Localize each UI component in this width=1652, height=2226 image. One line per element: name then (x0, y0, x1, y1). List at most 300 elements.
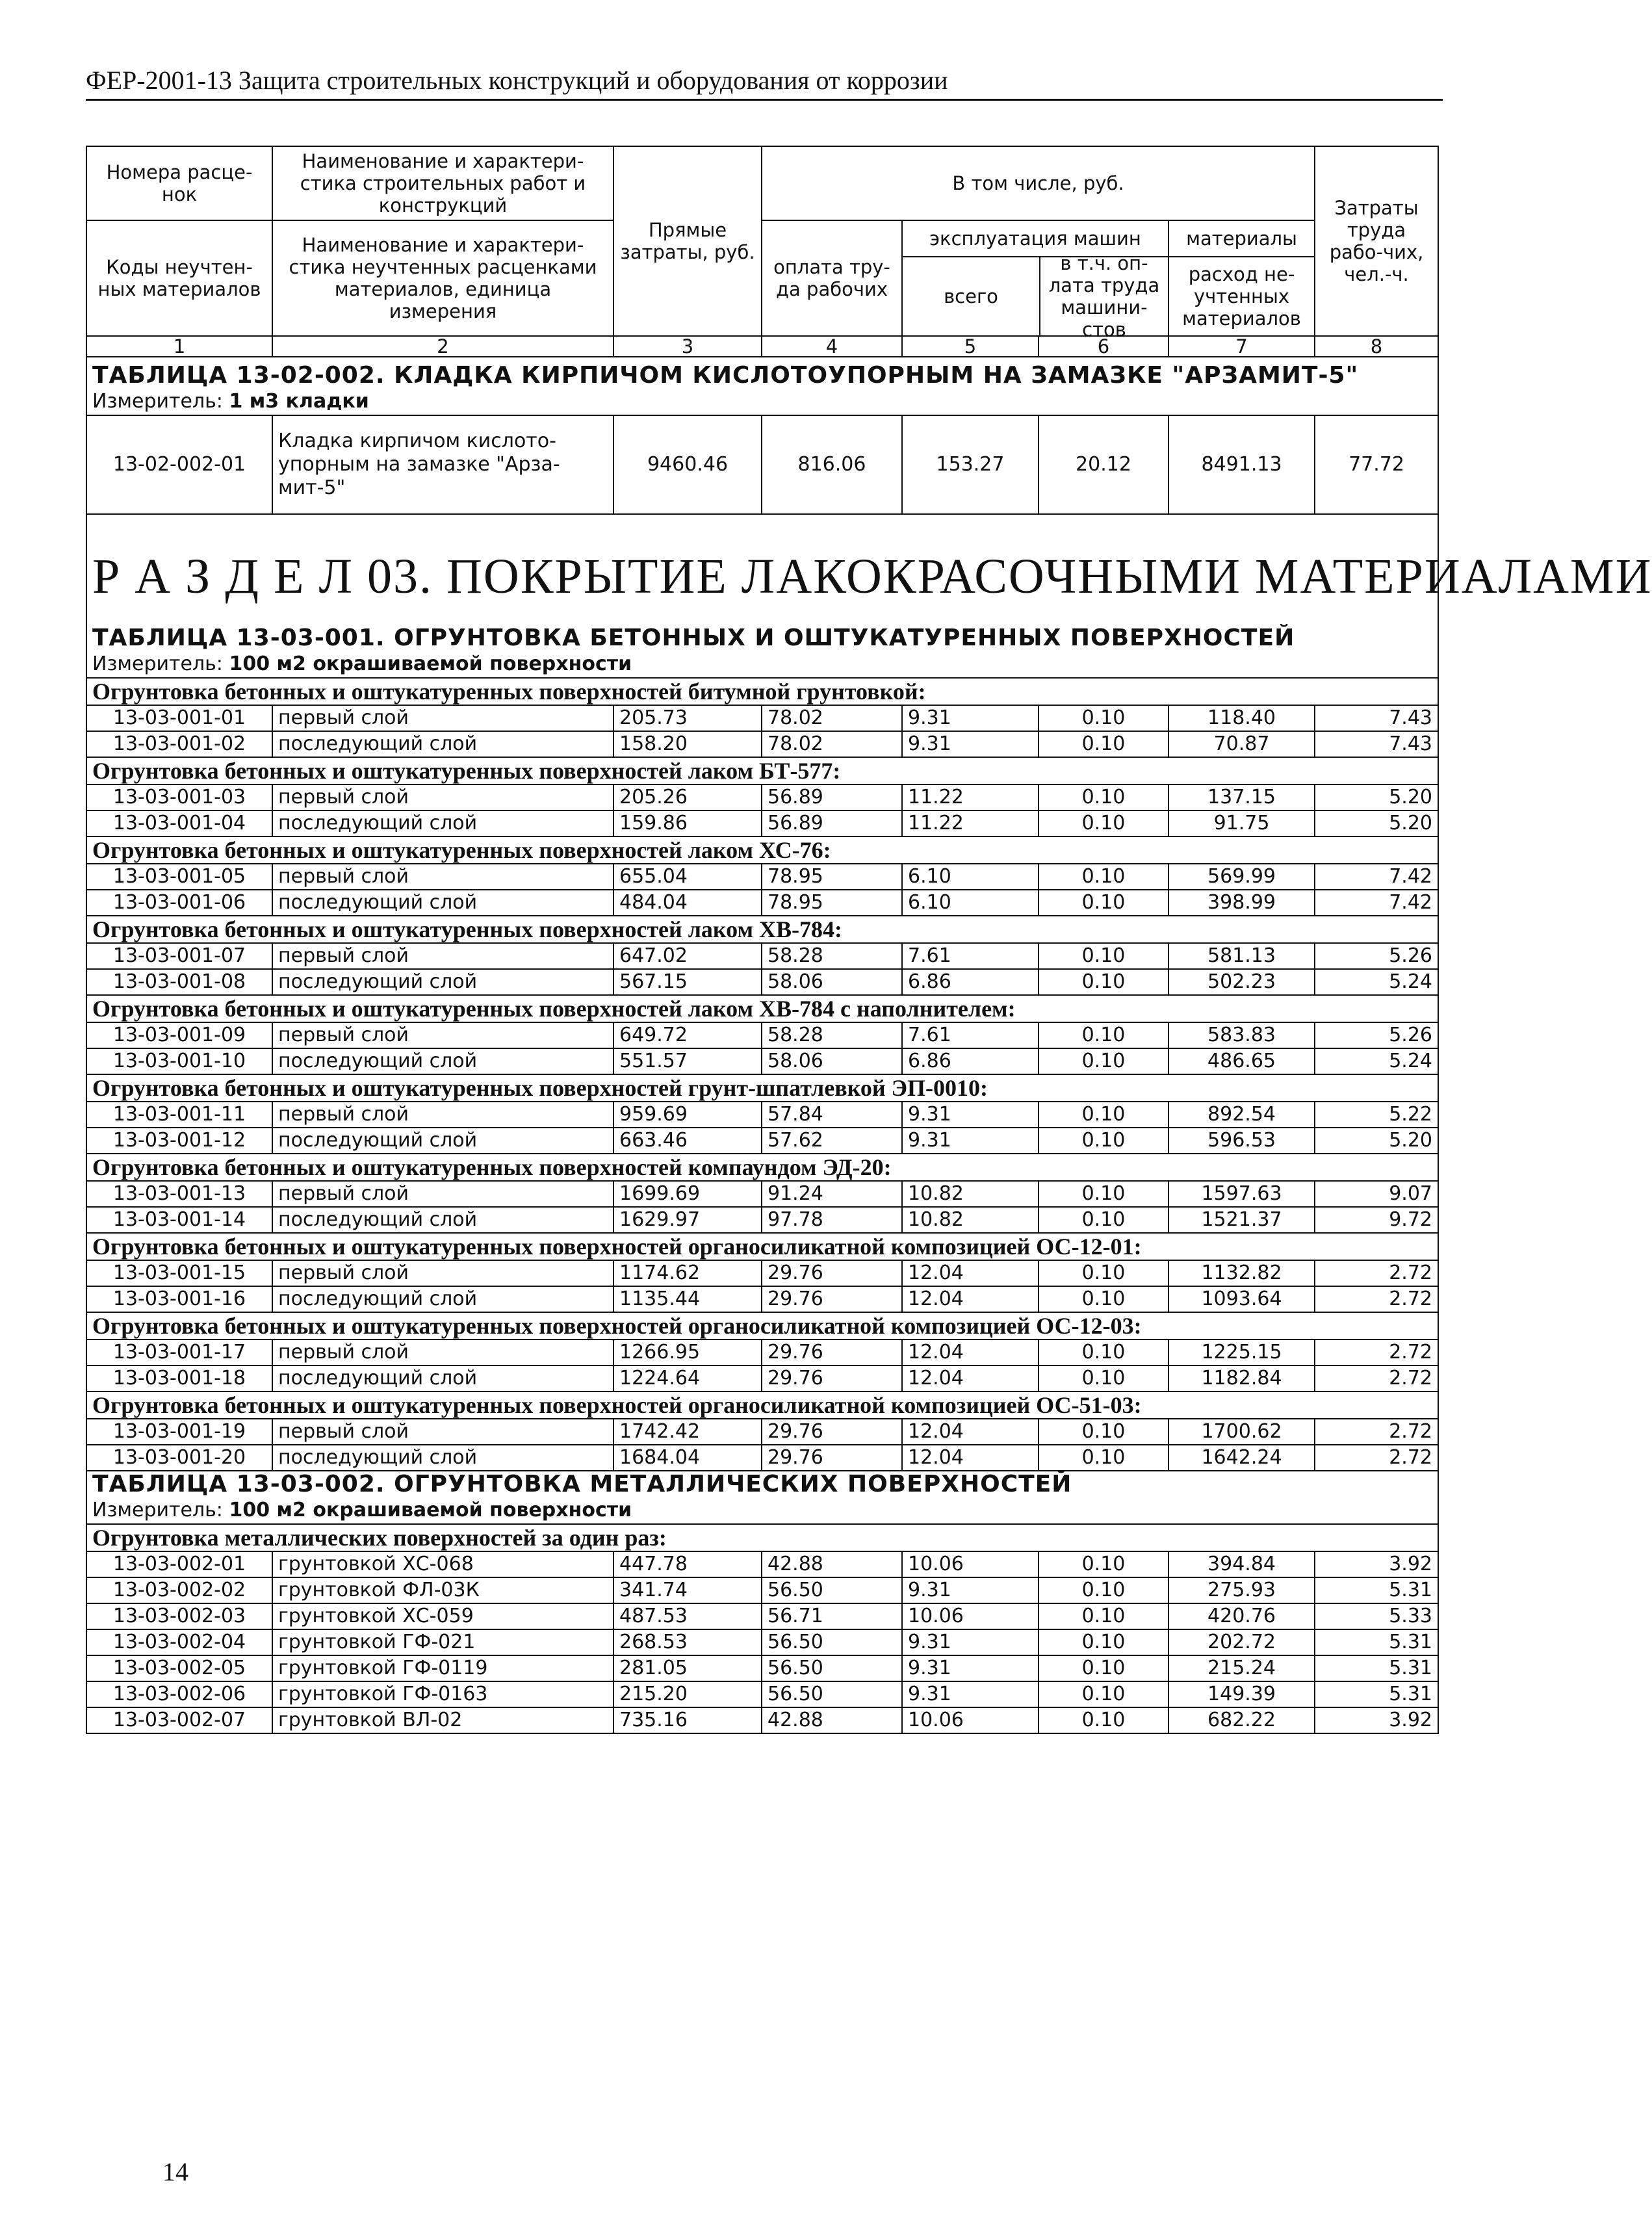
machines-total: 9.31 (902, 705, 1039, 731)
direct-costs: 9460.46 (613, 415, 762, 514)
machinist-wages: 20.12 (1039, 415, 1168, 514)
labor-hours: 2.72 (1315, 1339, 1438, 1365)
machinist-wages: 0.10 (1039, 1022, 1168, 1048)
rate-code: 13-03-001-18 (86, 1365, 272, 1391)
machines-total: 7.61 (902, 1022, 1039, 1048)
wages: 91.24 (762, 1181, 902, 1207)
machinist-wages: 0.10 (1039, 1365, 1168, 1391)
wages: 56.71 (762, 1603, 902, 1629)
work-name: последующий слой (272, 1128, 613, 1154)
labor-hours: 5.26 (1315, 943, 1438, 969)
machinist-wages: 0.10 (1039, 1128, 1168, 1154)
wages: 58.28 (762, 1022, 902, 1048)
machines-total: 12.04 (902, 1419, 1039, 1445)
rate-code: 13-03-002-07 (86, 1707, 272, 1733)
direct-costs: 487.53 (613, 1603, 762, 1629)
work-name: последующий слой (272, 1048, 613, 1074)
table-meter (86, 389, 1438, 415)
machines-total: 9.31 (902, 1577, 1039, 1603)
direct-costs: 1174.62 (613, 1260, 762, 1286)
table-meter (86, 1497, 1438, 1524)
labor-hours: 5.33 (1315, 1603, 1438, 1629)
group-subtitle: Огрунтовка бетонных и оштукатуренных поверхностей лаком ХВ-784 с наполнителем: (86, 995, 1438, 1022)
group-subtitle: Огрунтовка бетонных и оштукатуренных поверхностей компаундом ЭД-20: (86, 1154, 1438, 1181)
labor-hours: 5.31 (1315, 1629, 1438, 1655)
rate-code: 13-03-001-14 (86, 1207, 272, 1233)
table-row (86, 943, 1438, 969)
machinist-wages: 0.10 (1039, 1260, 1168, 1286)
col-header-including: В том числе, руб. (762, 146, 1315, 220)
work-name: первый слой (272, 1419, 613, 1445)
labor-hours: 7.43 (1315, 705, 1438, 731)
table-title: ТАБЛИЦА 13-02-002. КЛАДКА КИРПИЧОМ КИСЛОТОУПОРНЫМ НА ЗАМАЗКЕ "АРЗАМИТ-5" (86, 357, 1438, 389)
materials-cost: 1700.62 (1168, 1419, 1315, 1445)
machines-total: 10.06 (902, 1551, 1039, 1577)
meter-label: Измеритель: (92, 653, 223, 675)
materials-cost: 1642.24 (1168, 1445, 1315, 1471)
materials-cost: 569.99 (1168, 864, 1315, 890)
materials-cost: 892.54 (1168, 1102, 1315, 1128)
wages: 78.02 (762, 731, 902, 757)
materials-cost: 486.65 (1168, 1048, 1315, 1074)
table-row (86, 1419, 1438, 1445)
machinist-wages: 0.10 (1039, 1629, 1168, 1655)
materials-cost: 581.13 (1168, 943, 1315, 969)
labor-hours: 3.92 (1315, 1551, 1438, 1577)
materials-cost: 1182.84 (1168, 1365, 1315, 1391)
machines-total: 9.31 (902, 1629, 1039, 1655)
materials-cost: 118.40 (1168, 705, 1315, 731)
work-name: первый слой (272, 1339, 613, 1365)
direct-costs: 281.05 (613, 1655, 762, 1681)
wages: 97.78 (762, 1207, 902, 1233)
labor-hours: 5.26 (1315, 1022, 1438, 1048)
machinist-wages: 0.10 (1039, 810, 1168, 836)
work-name: первый слой (272, 1181, 613, 1207)
table-row (86, 705, 1438, 731)
labor-hours: 7.42 (1315, 864, 1438, 890)
machinist-wages: 0.10 (1039, 1681, 1168, 1707)
machinist-wages: 0.10 (1039, 1445, 1168, 1471)
direct-costs: 1684.04 (613, 1445, 762, 1471)
rate-code: 13-03-002-01 (86, 1551, 272, 1577)
rate-code: 13-03-001-16 (86, 1286, 272, 1312)
direct-costs: 663.46 (613, 1128, 762, 1154)
col-header-material-name: Наименование и характери-стика неучтенных расценками материалов, единица измерения (272, 220, 613, 336)
direct-costs: 215.20 (613, 1681, 762, 1707)
machines-total: 6.10 (902, 890, 1039, 916)
wages: 58.06 (762, 1048, 902, 1074)
wages: 816.06 (762, 415, 902, 514)
rate-code: 13-03-001-15 (86, 1260, 272, 1286)
col-header-machines-total: всего (903, 257, 1040, 335)
direct-costs: 735.16 (613, 1707, 762, 1733)
materials-cost: 1132.82 (1168, 1260, 1315, 1286)
machinist-wages: 0.10 (1039, 864, 1168, 890)
rate-code: 13-02-002-01 (86, 415, 272, 514)
wages: 29.76 (762, 1339, 902, 1365)
wages: 56.50 (762, 1655, 902, 1681)
direct-costs: 158.20 (613, 731, 762, 757)
materials-cost: 202.72 (1168, 1629, 1315, 1655)
machinist-wages: 0.10 (1039, 890, 1168, 916)
machinist-wages: 0.10 (1039, 1102, 1168, 1128)
wages: 56.50 (762, 1629, 902, 1655)
direct-costs: 649.72 (613, 1022, 762, 1048)
wages: 56.89 (762, 810, 902, 836)
wages: 29.76 (762, 1445, 902, 1471)
table-row (86, 810, 1438, 836)
group-subtitle: Огрунтовка бетонных и оштукатуренных поверхностей лаком ХВ-784: (86, 916, 1438, 943)
meter-label: Измеритель: (92, 390, 223, 413)
materials-cost: 398.99 (1168, 890, 1315, 916)
col-header-rate-numbers: Номера расце-нок (86, 146, 272, 220)
column-number: 1 (86, 336, 272, 357)
materials-cost: 1597.63 (1168, 1181, 1315, 1207)
wages: 58.28 (762, 943, 902, 969)
materials-cost: 149.39 (1168, 1681, 1315, 1707)
machines-total: 9.31 (902, 731, 1039, 757)
machines-total: 12.04 (902, 1445, 1039, 1471)
labor-hours: 3.92 (1315, 1707, 1438, 1733)
machinist-wages: 0.10 (1039, 1655, 1168, 1681)
wages: 42.88 (762, 1707, 902, 1733)
direct-costs: 567.15 (613, 969, 762, 995)
materials-cost: 420.76 (1168, 1603, 1315, 1629)
wages: 58.06 (762, 969, 902, 995)
table-row (86, 1707, 1438, 1733)
direct-costs: 205.26 (613, 784, 762, 810)
direct-costs: 1266.95 (613, 1339, 762, 1365)
table-row (86, 864, 1438, 890)
machines-total: 6.10 (902, 864, 1039, 890)
rate-code: 13-03-001-03 (86, 784, 272, 810)
page-number: 14 (162, 2157, 188, 2186)
machines-header-cell (902, 220, 1168, 341)
direct-costs: 551.57 (613, 1048, 762, 1074)
labor-hours: 77.72 (1315, 415, 1438, 514)
work-name: первый слой (272, 943, 613, 969)
machinist-wages: 0.10 (1039, 1551, 1168, 1577)
wages: 29.76 (762, 1286, 902, 1312)
col-header-direct-costs: Прямые затраты, руб. (613, 146, 762, 336)
group-subtitle: Огрунтовка бетонных и оштукатуренных поверхностей лаком ХС-76: (86, 836, 1438, 864)
wages: 29.76 (762, 1365, 902, 1391)
rate-code: 13-03-002-02 (86, 1577, 272, 1603)
labor-hours: 2.72 (1315, 1419, 1438, 1445)
labor-hours: 5.31 (1315, 1577, 1438, 1603)
rate-code: 13-03-002-06 (86, 1681, 272, 1707)
table-row (86, 731, 1438, 757)
rate-code: 13-03-001-04 (86, 810, 272, 836)
rate-code: 13-03-001-10 (86, 1048, 272, 1074)
direct-costs: 447.78 (613, 1551, 762, 1577)
table-row (86, 1681, 1438, 1707)
labor-hours: 9.07 (1315, 1181, 1438, 1207)
rate-code: 13-03-001-01 (86, 705, 272, 731)
rate-code: 13-03-001-08 (86, 969, 272, 995)
labor-hours: 2.72 (1315, 1365, 1438, 1391)
work-name: последующий слой (272, 731, 613, 757)
work-name: первый слой (272, 1102, 613, 1128)
machinist-wages: 0.10 (1039, 1419, 1168, 1445)
table-row (86, 1102, 1438, 1128)
wages: 56.89 (762, 784, 902, 810)
machinist-wages: 0.10 (1039, 1048, 1168, 1074)
work-name: последующий слой (272, 890, 613, 916)
wages: 78.95 (762, 890, 902, 916)
labor-hours: 7.43 (1315, 731, 1438, 757)
direct-costs: 268.53 (613, 1629, 762, 1655)
table-row (86, 969, 1438, 995)
column-number: 7 (1168, 336, 1315, 357)
table-row (86, 1022, 1438, 1048)
labor-hours: 5.31 (1315, 1655, 1438, 1681)
direct-costs: 1699.69 (613, 1181, 762, 1207)
col-header-materials: материалы (1169, 221, 1314, 257)
rate-code: 13-03-002-03 (86, 1603, 272, 1629)
direct-costs: 1629.97 (613, 1207, 762, 1233)
machines-total: 6.86 (902, 969, 1039, 995)
rate-code: 13-03-001-19 (86, 1419, 272, 1445)
group-subtitle: Огрунтовка бетонных и оштукатуренных поверхностей битумной грунтовкой: (86, 678, 1438, 705)
machines-total: 10.82 (902, 1181, 1039, 1207)
column-number: 5 (902, 336, 1039, 357)
rate-code: 13-03-001-17 (86, 1339, 272, 1365)
group-subtitle: Огрунтовка бетонных и оштукатуренных поверхностей органосиликатной композицией ОС-12-03: (86, 1312, 1438, 1339)
labor-hours: 7.42 (1315, 890, 1438, 916)
table-row (86, 1577, 1438, 1603)
wages: 56.50 (762, 1681, 902, 1707)
table-row (86, 1629, 1438, 1655)
machinist-wages: 0.10 (1039, 1339, 1168, 1365)
col-header-material-codes: Коды неучтен-ных материалов (86, 220, 272, 336)
materials-cost: 596.53 (1168, 1128, 1315, 1154)
column-number: 4 (762, 336, 902, 357)
machines-total: 9.31 (902, 1655, 1039, 1681)
table-row (86, 1365, 1438, 1391)
machinist-wages: 0.10 (1039, 943, 1168, 969)
materials-cost: 394.84 (1168, 1551, 1315, 1577)
direct-costs: 959.69 (613, 1102, 762, 1128)
materials-cost: 8491.13 (1168, 415, 1315, 514)
materials-header-cell (1168, 220, 1315, 336)
rate-code: 13-03-001-02 (86, 731, 272, 757)
work-name: первый слой (272, 1260, 613, 1286)
machines-total: 9.31 (902, 1102, 1039, 1128)
rate-code: 13-03-002-05 (86, 1655, 272, 1681)
column-number: 2 (272, 336, 613, 357)
materials-cost: 583.83 (1168, 1022, 1315, 1048)
table-row (86, 1655, 1438, 1681)
meter-value: 1 м3 кладки (229, 390, 369, 413)
work-name: первый слой (272, 705, 613, 731)
table-row (86, 890, 1438, 916)
rate-code: 13-03-001-20 (86, 1445, 272, 1471)
labor-hours: 5.20 (1315, 1128, 1438, 1154)
direct-costs: 1224.64 (613, 1365, 762, 1391)
table-row (86, 1207, 1438, 1233)
work-name: грунтовкой ХС-068 (272, 1551, 613, 1577)
machines-total: 7.61 (902, 943, 1039, 969)
machines-total: 9.31 (902, 1128, 1039, 1154)
direct-costs: 484.04 (613, 890, 762, 916)
table-row (86, 1128, 1438, 1154)
work-name: последующий слой (272, 1286, 613, 1312)
machines-total: 12.04 (902, 1339, 1039, 1365)
work-name: первый слой (272, 784, 613, 810)
materials-cost: 275.93 (1168, 1577, 1315, 1603)
group-subtitle: Огрунтовка бетонных и оштукатуренных поверхностей лаком БТ-577: (86, 757, 1438, 784)
table-row (86, 1181, 1438, 1207)
machinist-wages: 0.10 (1039, 1577, 1168, 1603)
machines-total: 11.22 (902, 784, 1039, 810)
rate-code: 13-03-001-09 (86, 1022, 272, 1048)
group-subtitle: Огрунтовка бетонных и оштукатуренных поверхностей органосиликатной композицией ОС-51-03: (86, 1391, 1438, 1419)
machinist-wages: 0.10 (1039, 1603, 1168, 1629)
machines-total: 153.27 (902, 415, 1039, 514)
direct-costs: 1742.42 (613, 1419, 762, 1445)
table-title: ТАБЛИЦА 13-03-001. ОГРУНТОВКА БЕТОННЫХ И ОШТУКАТУРЕННЫХ ПОВЕРХНОСТЕЙ (86, 625, 1438, 651)
section-title: Р А З Д Е Л 03. ПОКРЫТИЕ ЛАКОКРАСОЧНЫМИ МАТЕРИАЛАМИ (86, 514, 1438, 625)
work-name: Кладка кирпичом кислото-упорным на замазке "Арза-мит-5" (272, 415, 613, 514)
work-name: последующий слой (272, 1445, 613, 1471)
machines-total: 6.86 (902, 1048, 1039, 1074)
materials-cost: 215.24 (1168, 1655, 1315, 1681)
work-name: грунтовкой ГФ-021 (272, 1629, 613, 1655)
col-header-unaccounted-materials: расход не-учтенных материалов (1182, 263, 1301, 330)
materials-cost: 91.75 (1168, 810, 1315, 836)
labor-hours: 2.72 (1315, 1445, 1438, 1471)
work-name: грунтовкой ХС-059 (272, 1603, 613, 1629)
wages: 29.76 (762, 1260, 902, 1286)
materials-cost: 137.15 (1168, 784, 1315, 810)
machines-total: 10.06 (902, 1603, 1039, 1629)
col-header-machines: эксплуатация машин (903, 221, 1168, 257)
machinist-wages: 0.10 (1039, 784, 1168, 810)
group-subtitle: Огрунтовка металлических поверхностей за один раз: (86, 1524, 1438, 1551)
direct-costs: 205.73 (613, 705, 762, 731)
table-row (86, 1445, 1438, 1471)
machines-total: 9.31 (902, 1681, 1039, 1707)
labor-hours: 5.24 (1315, 969, 1438, 995)
machinist-wages: 0.10 (1039, 1707, 1168, 1733)
wages: 57.84 (762, 1102, 902, 1128)
work-name: последующий слой (272, 810, 613, 836)
labor-hours: 5.31 (1315, 1681, 1438, 1707)
table-row (86, 1551, 1438, 1577)
work-name: грунтовкой ГФ-0119 (272, 1655, 613, 1681)
column-numbers-row (86, 336, 1438, 357)
meter-label: Измеритель: (92, 1499, 223, 1521)
table-row (86, 1603, 1438, 1629)
machines-total: 12.04 (902, 1286, 1039, 1312)
labor-hours: 2.72 (1315, 1260, 1438, 1286)
rate-code: 13-03-001-07 (86, 943, 272, 969)
direct-costs: 1135.44 (613, 1286, 762, 1312)
rate-code: 13-03-001-12 (86, 1128, 272, 1154)
rates-table (86, 146, 1652, 1734)
page-header: ФЕР-2001-13 Защита строительных конструкций и оборудования от коррозии (86, 65, 1443, 101)
table-row (86, 415, 1438, 514)
work-name: последующий слой (272, 1207, 613, 1233)
wages: 42.88 (762, 1551, 902, 1577)
direct-costs: 341.74 (613, 1577, 762, 1603)
direct-costs: 655.04 (613, 864, 762, 890)
table-row (86, 1260, 1438, 1286)
rate-code: 13-03-001-11 (86, 1102, 272, 1128)
materials-cost: 502.23 (1168, 969, 1315, 995)
rate-code: 13-03-002-04 (86, 1629, 272, 1655)
machines-total: 10.06 (902, 1707, 1039, 1733)
labor-hours: 5.20 (1315, 810, 1438, 836)
labor-hours: 9.72 (1315, 1207, 1438, 1233)
table-row (86, 1048, 1438, 1074)
work-name: грунтовкой ВЛ-02 (272, 1707, 613, 1733)
table-row (86, 784, 1438, 810)
materials-cost: 1093.64 (1168, 1286, 1315, 1312)
rate-code: 13-03-001-13 (86, 1181, 272, 1207)
materials-cost: 70.87 (1168, 731, 1315, 757)
col-header-work-name: Наименование и характери-стика строительных работ и конструкций (272, 146, 613, 220)
meter-value: 100 м2 окрашиваемой поверхности (229, 1499, 632, 1521)
table-meter (86, 651, 1438, 678)
work-name: грунтовкой ГФ-0163 (272, 1681, 613, 1707)
col-header-wages: оплата тру-да рабочих (762, 220, 902, 336)
direct-costs: 647.02 (613, 943, 762, 969)
work-name: грунтовкой ФЛ-03К (272, 1577, 613, 1603)
column-number: 3 (613, 336, 762, 357)
machines-total: 12.04 (902, 1260, 1039, 1286)
wages: 57.62 (762, 1128, 902, 1154)
work-name: первый слой (272, 864, 613, 890)
machinist-wages: 0.10 (1039, 705, 1168, 731)
col-header-labor: Затраты труда рабо-чих, чел.-ч. (1315, 146, 1438, 336)
wages: 78.02 (762, 705, 902, 731)
wages: 56.50 (762, 1577, 902, 1603)
wages: 78.95 (762, 864, 902, 890)
machinist-wages: 0.10 (1039, 1207, 1168, 1233)
machinist-wages: 0.10 (1039, 1181, 1168, 1207)
labor-hours: 5.22 (1315, 1102, 1438, 1128)
direct-costs: 159.86 (613, 810, 762, 836)
column-number: 8 (1315, 336, 1438, 357)
materials-cost: 682.22 (1168, 1707, 1315, 1733)
meter-value: 100 м2 окрашиваемой поверхности (229, 653, 632, 675)
work-name: первый слой (272, 1022, 613, 1048)
group-subtitle: Огрунтовка бетонных и оштукатуренных поверхностей органосиликатной композицией ОС-12-01: (86, 1233, 1438, 1260)
machinist-wages: 0.10 (1039, 731, 1168, 757)
labor-hours: 5.24 (1315, 1048, 1438, 1074)
labor-hours: 5.20 (1315, 784, 1438, 810)
table-row (86, 1339, 1438, 1365)
materials-cost: 1521.37 (1168, 1207, 1315, 1233)
column-number: 6 (1039, 336, 1168, 357)
machines-total: 10.82 (902, 1207, 1039, 1233)
col-header-machinist-wages: в т.ч. оп-лата труда машини-стов (1048, 252, 1160, 341)
work-name: последующий слой (272, 969, 613, 995)
group-subtitle: Огрунтовка бетонных и оштукатуренных поверхностей грунт-шпатлевкой ЭП-0010: (86, 1074, 1438, 1102)
rate-code: 13-03-001-06 (86, 890, 272, 916)
machines-total: 12.04 (902, 1365, 1039, 1391)
machines-total: 11.22 (902, 810, 1039, 836)
work-name: последующий слой (272, 1365, 613, 1391)
rate-code: 13-03-001-05 (86, 864, 272, 890)
materials-cost: 1225.15 (1168, 1339, 1315, 1365)
wages: 29.76 (762, 1419, 902, 1445)
machinist-wages: 0.10 (1039, 969, 1168, 995)
machinist-wages: 0.10 (1039, 1286, 1168, 1312)
